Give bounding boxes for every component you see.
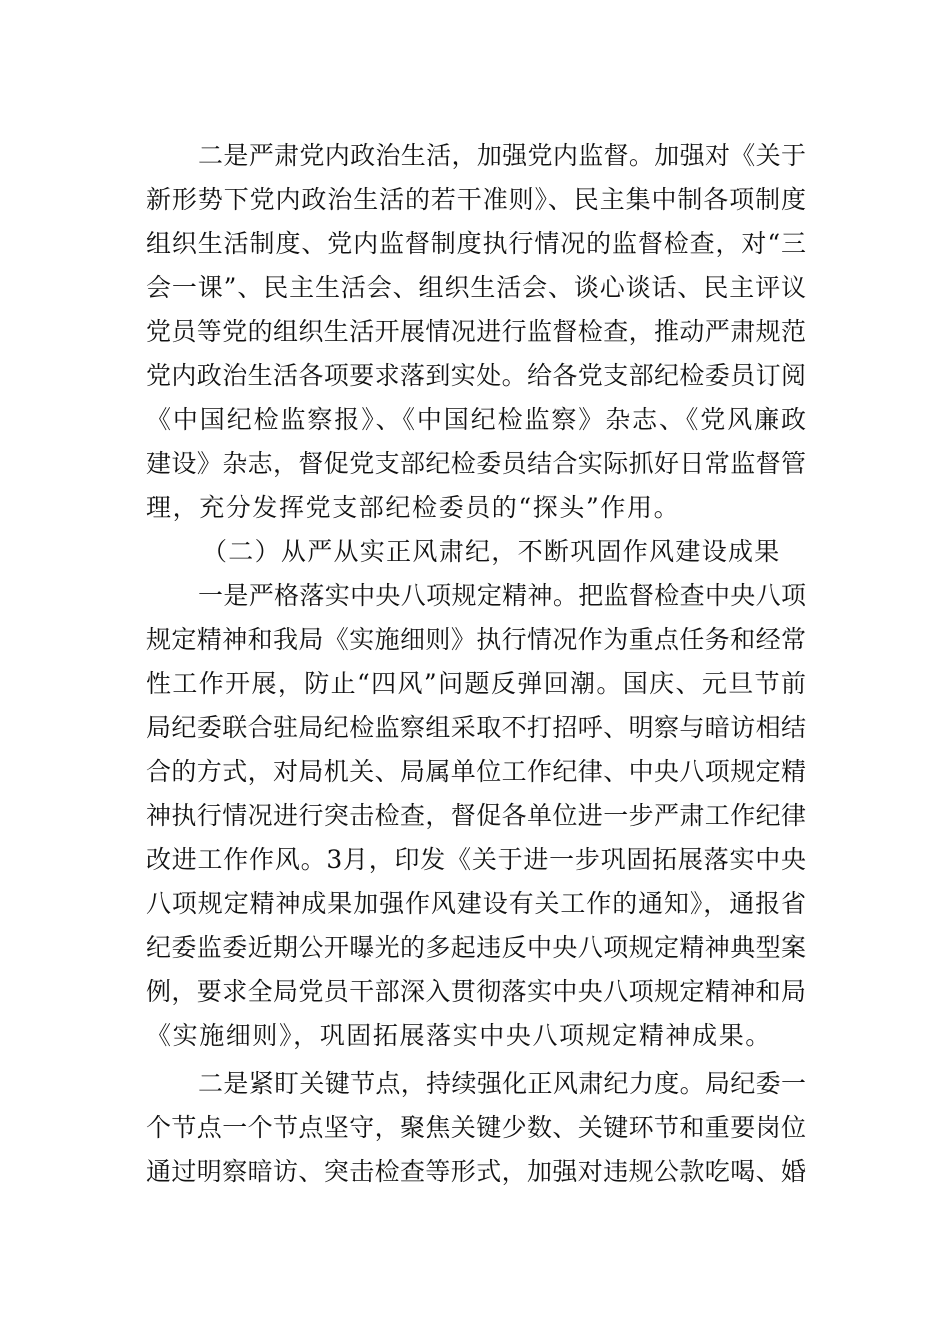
paragraph-line: 性工作开展，防止“四风”问题反弹回潮。国庆、元旦节前 <box>146 669 806 698</box>
paragraph-line: 通过明察暗访、突击检查等形式，加强对违规公款吃喝、婚 <box>146 1157 806 1186</box>
paragraph-line: 《中国纪检监察报》、《中国纪检监察》杂志、《党风廉政 <box>146 405 806 434</box>
paragraph-line: 二是严肃党内政治生活，加强党内监督。加强对《关于 <box>198 141 806 170</box>
paragraph-line: 组织生活制度、党内监督制度执行情况的监督检查，对“三 <box>146 229 806 258</box>
paragraph-line: 纪委监委近期公开曝光的多起违反中央八项规定精神典型案 <box>146 933 806 962</box>
paragraph-line: 会一课”、民主生活会、组织生活会、谈心谈话、民主评议 <box>146 273 806 302</box>
paragraph-line: 局纪委联合驻局纪检监察组采取不打招呼、明察与暗访相结 <box>146 713 806 742</box>
paragraph-line: 党内政治生活各项要求落到实处。给各党支部纪检委员订阅 <box>146 361 806 390</box>
paragraph-line: 改进工作作风。3月，印发《关于进一步巩固拓展落实中央 <box>146 845 806 874</box>
paragraph-line: 合的方式，对局机关、局属单位工作纪律、中央八项规定精 <box>146 757 806 786</box>
paragraph-line: 二是紧盯关键节点，持续强化正风肃纪力度。局纪委一 <box>198 1069 806 1098</box>
paragraph-line: 例，要求全局党员干部深入贯彻落实中央八项规定精神和局 <box>146 977 806 1006</box>
paragraph-line: 个节点一个节点坚守，聚焦关键少数、关键环节和重要岗位 <box>146 1113 806 1142</box>
section-heading: （二）从严从实正风肃纪，不断巩固作风建设成果 <box>202 537 781 566</box>
paragraph-line: 神执行情况进行突击检查，督促各单位进一步严肃工作纪律 <box>146 801 806 830</box>
paragraph-line: 规定精神和我局《实施细则》执行情况作为重点任务和经常 <box>146 625 806 654</box>
paragraph-line: 一是严格落实中央八项规定精神。把监督检查中央八项 <box>198 581 806 610</box>
paragraph-line: 党员等党的组织生活开展情况进行监督检查，推动严肃规范 <box>146 317 806 346</box>
paragraph-line: 新形势下党内政治生活的若干准则》、民主集中制各项制度 <box>146 185 806 214</box>
paragraph-line: 建设》杂志，督促党支部纪检委员结合实际抓好日常监督管 <box>146 449 806 478</box>
paragraph-line: 八项规定精神成果加强作风建设有关工作的通知》，通报省 <box>146 889 806 918</box>
paragraph-line: 《实施细则》，巩固拓展落实中央八项规定精神成果。 <box>146 1021 772 1050</box>
paragraph-line: 理，充分发挥党支部纪检委员的“探头”作用。 <box>146 493 681 522</box>
